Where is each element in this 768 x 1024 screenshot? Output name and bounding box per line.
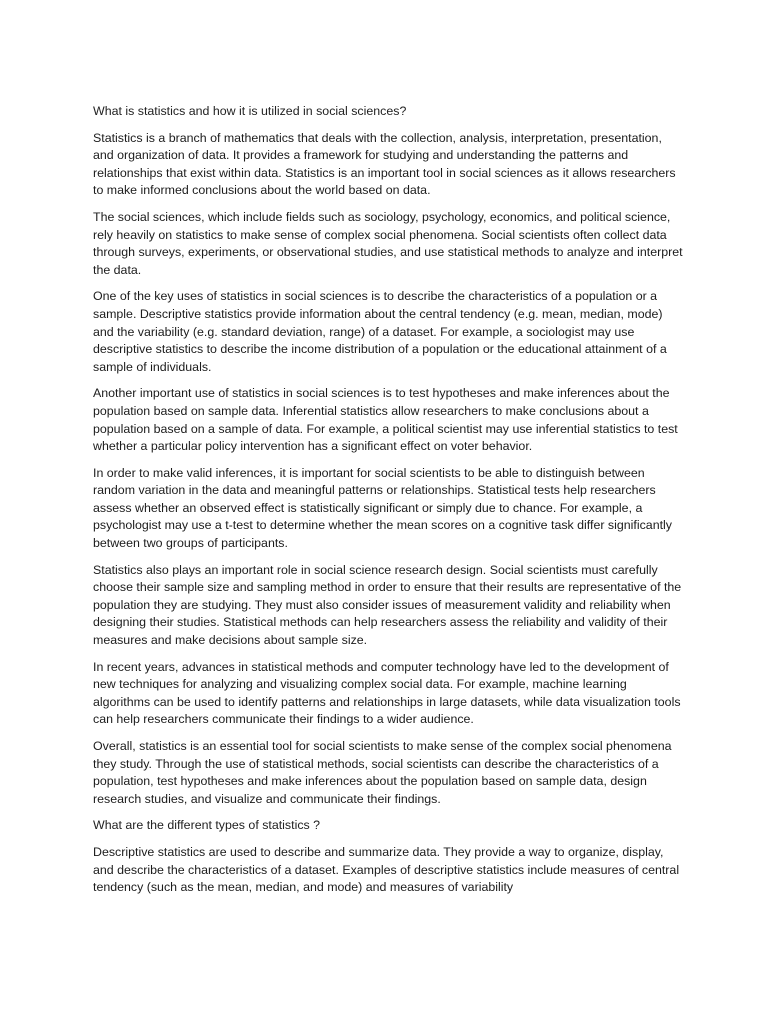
paragraph-valid-inferences: In order to make valid inferences, it is important for social scientists to be able to distinguish between random variation in the data and meaningful patterns or relationships. Statistical tests help researchers assess whether an observed effect is statistically significant or simply due to chance. For example, a psychologist may use a t-test to determine whether the mean scores on a cognitive task differ significantly between two groups of participants. [93,465,672,551]
paragraph-descriptive-use: One of the key uses of statistics in social sciences is to describe the characteristics of a population or a sample. Descriptive statistics provide information about the central tendency (e.g. mean, median, mode) and the variability (e.g. standard deviation, range) of a dataset. For example, a sociologist may use descriptive statistics to describe the income distribution of a population or the educational attainment of a sample of individuals. [93,289,667,374]
paragraph-definition: Statistics is a branch of mathematics that deals with the collection, analysis, interpretation, presentation, and organization of data. It provides a framework for studying and understanding the patterns and relationships that exist within data. Statistics is an important tool in social sciences as it allows researchers to make informed conclusions about the world based on data. [93,130,676,198]
paragraph-recent-advances: In recent years, advances in statistical methods and computer technology have led to the development of new techniques for analyzing and visualizing complex social data. For example, machine learning algorithms can be used to identify patterns and relationships in large datasets, while data visualization tools can help researchers communicate their findings to a wider audience. [93,659,681,727]
paragraph-inferential-use: Another important use of statistics in social sciences is to test hypotheses and make inferences about the population based on sample data. Inferential statistics allow researchers to make conclusions about a population based on a sample of data. For example, a political scientist may use inferential statistics to test whether a particular policy intervention has a significant effect on voter behavior. [93,386,678,454]
paragraph-research-design: Statistics also plays an important role in social science research design. Social scientists must carefully choose their sample size and sampling method in order to ensure that their results are representative of the population they are studying. They must also consider issues of measurement validity and reliability when designing their studies. Statistical methods can help researchers assess the reliability and validity of their measures and make decisions about sample size. [93,562,682,648]
paragraph-overall: Overall, statistics is an essential tool for social scientists to make sense of the complex social phenomena they study. Through the use of statistical methods, social scientists can describe the characteristics of a population, test hypotheses and make inferences about the population based on sample data, design research studies, and visualize and communicate their findings. [93,739,672,806]
document-body [93,103,683,906]
paragraph-descriptive-statistics: Descriptive statistics are used to describe and summarize data. They provide a way to organize, display, and describe the characteristics of a dataset. Examples of descriptive statistics include measures of central tendency (such as the mean, median, and mode) and measures of variability [93,844,680,895]
paragraph-social-sciences: The social sciences, which include fields such as sociology, psychology, economics, and political science, rely heavily on statistics to make sense of complex social phenomena. Social scientists often collect data through surveys, experiments, or observational studies, and use statistical methods to analyze and interpret the data. [93,209,683,277]
question-heading-statistics-in-social-sciences: What is statistics and how it is utilized in social sciences? [93,104,407,118]
question-heading-types-of-statistics: What are the different types of statistics ? [93,818,321,833]
